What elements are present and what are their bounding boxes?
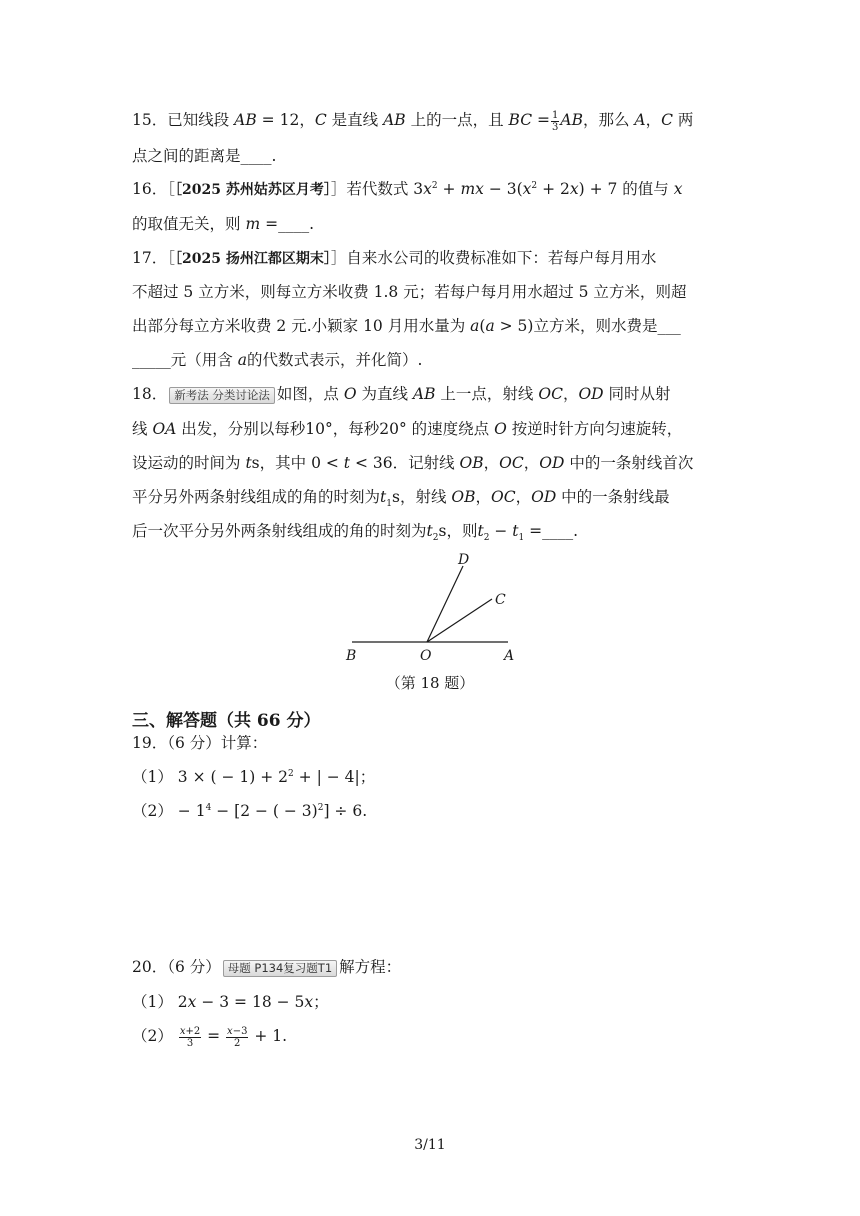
- q18-line1: 18． 新考法 分类讨论法 如图，点 O 为直线 AB 上一点，射线 OC，OD 同时从射: [132, 385, 671, 403]
- section-title: 三、解答题（共 66 分）: [132, 711, 321, 731]
- label-a: A: [504, 648, 515, 664]
- label-c: C: [495, 592, 506, 608]
- label-b: B: [346, 648, 357, 664]
- q16-source: ［2025 苏州姑苏区月考］: [174, 182, 331, 198]
- q17-line4: _____元（用含 a的代数式表示，并化简）.: [132, 351, 423, 369]
- q20-part1: （1） 2x − 3 = 18 − 5x；: [132, 993, 329, 1011]
- q18-line5: 后一次平分另外两条射线组成的角的时刻为$t_2s$，则$t_2 - t_1$ =____.: [132, 522, 579, 544]
- label-d: D: [458, 552, 470, 568]
- q17-line3: 出部分每立方米收费 2 元.小颖家 10 月用水量为 a(a > 5)立方米，则水费是___: [132, 317, 681, 335]
- q15-line2: 点之间的距离是____.: [132, 147, 277, 165]
- q16-line1: 16．［［2025 苏州姑苏区月考］］若代数式 $3x^2$ + mx − $3(x^2 + 2x) + 7$ 的值与 x: [132, 180, 683, 198]
- q15-line1: 15．已知线段 AB = 12，C 是直线 AB 上的一点，且 BC = $\frac{1}{3}$ AB，那么 A，C 两: [132, 109, 694, 133]
- q19-head: 19．（6 分）计算：: [132, 734, 268, 752]
- q19-part2: $(2) - 1^4 - [2$ − ( − 3)$^2$] ÷ 6.: [132, 802, 368, 820]
- q19-part1: （1） 3 × ( − $1) + 2^2$ + | − 4|；: [132, 768, 376, 786]
- q18-line4: 平分另外两条射线组成的角的时刻为$t_1s$，射线 OB，OC，OD 中的一条射线最: [132, 488, 670, 510]
- q17-line2: 不超过 5 立方米，则每立方米收费 1.8 元；若每户每月用水超过 5 立方米，则超: [132, 283, 687, 301]
- q18-method-tag: 新考法 分类讨论法: [169, 387, 275, 404]
- figure-caption: （第 18 题）: [385, 674, 475, 692]
- q18-line2: 线 OA 出发，分别以每秒10°，每秒20° 的速度绕点 O 按逆时针方向匀速旋转，: [132, 420, 683, 438]
- q18-figure: [330, 548, 530, 666]
- q20-head: 20．（6 分） 母题 P134复习题T1 解方程：: [132, 958, 402, 976]
- q17-line1: 17．［［2025 扬州江都区期末］］自来水公司的收费标准如下：若每户每月用水: [132, 249, 657, 267]
- q20-part2: （2） $\frac{x+2}{3}$ = $\frac{x-3}{2}$ + 1.: [132, 1025, 288, 1049]
- label-o: O: [420, 648, 432, 664]
- q16-line2: 的取值无关，则 m =____.: [132, 215, 314, 233]
- q18-line3: 设运动的时间为 ts，其中 0 < t < 36．记射线 OB，OC，OD 中的一条射线首次: [132, 454, 694, 472]
- q20-source-tag: 母题 P134复习题T1: [223, 960, 337, 977]
- page-number: 3/11: [414, 1137, 446, 1153]
